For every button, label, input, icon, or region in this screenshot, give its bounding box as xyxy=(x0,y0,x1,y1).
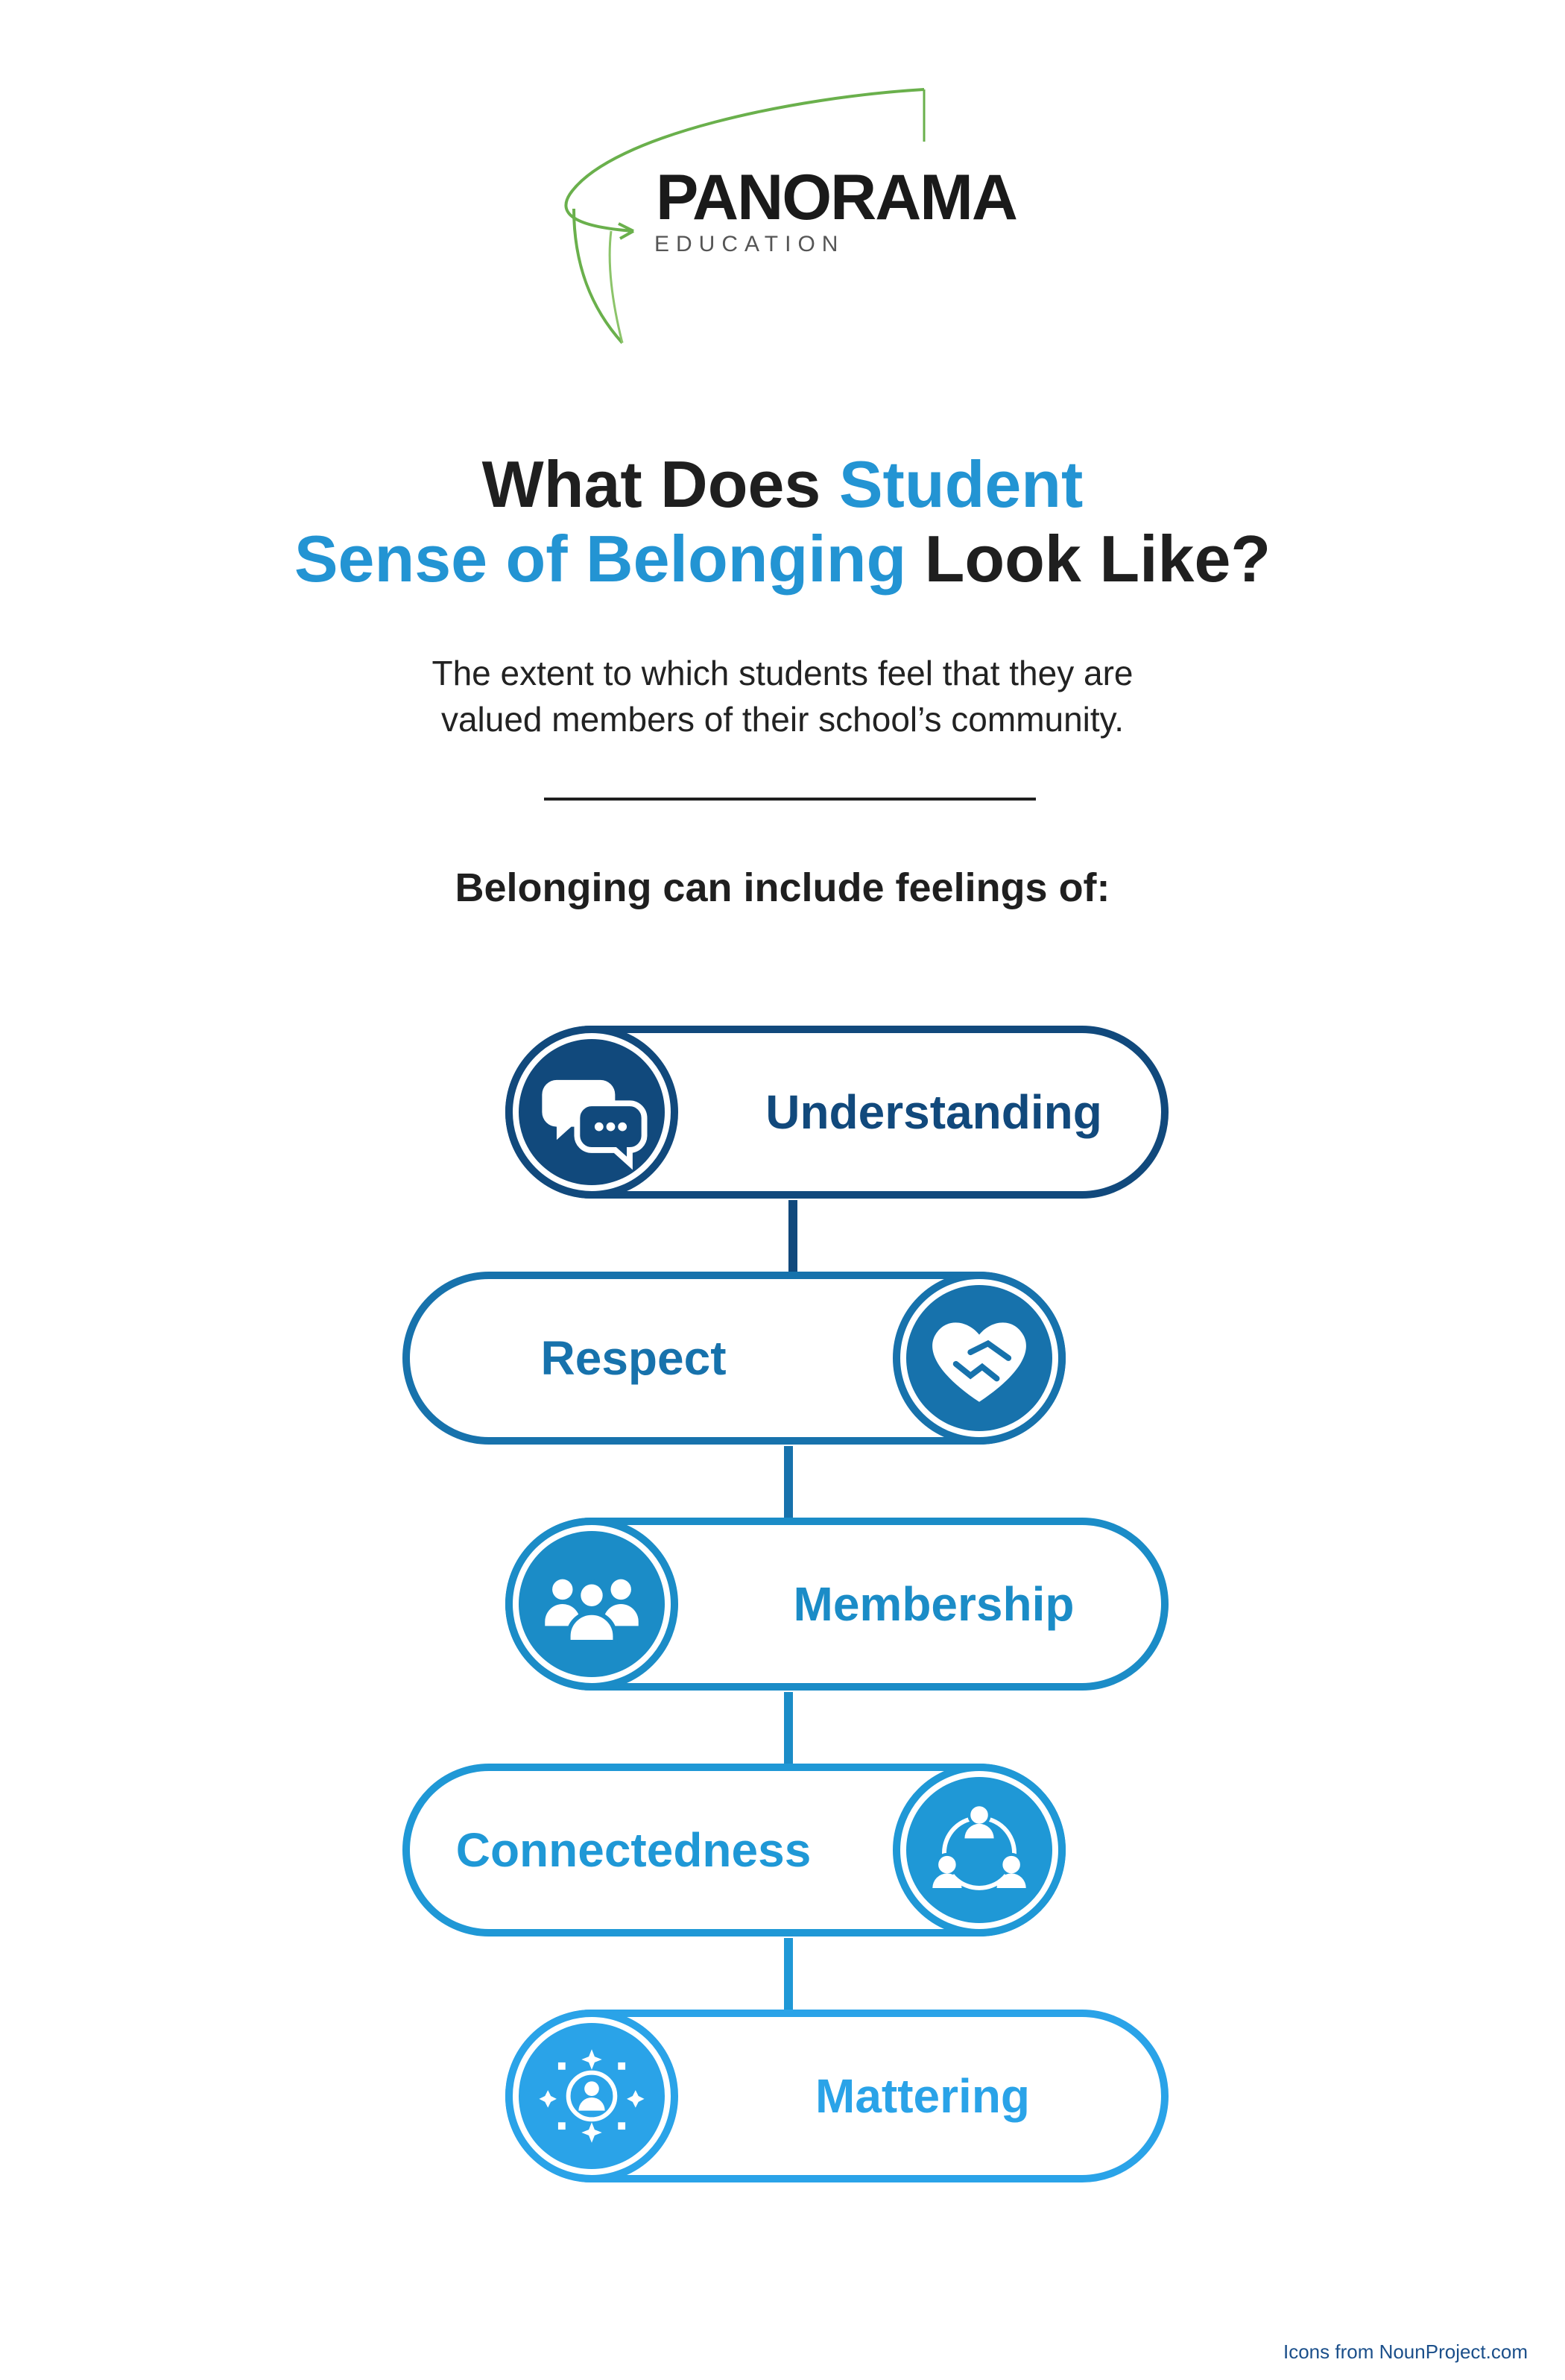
step-label: Connectedness xyxy=(455,1823,812,1877)
step-label: Understanding xyxy=(765,1085,1102,1139)
connector-4 xyxy=(784,1938,793,2020)
connector-1 xyxy=(788,1200,797,1282)
title-part-dark-1: What Does xyxy=(481,447,839,521)
lead-text: Belonging can include feelings of: xyxy=(455,865,1110,910)
step-mattering xyxy=(505,2010,1169,2182)
subtitle-line-2: valued members of their school’s community. xyxy=(440,700,1125,739)
title-part-dark-2: Look Like? xyxy=(906,522,1271,596)
connector-2 xyxy=(784,1446,793,1528)
brand-subtitle: EDUCATION xyxy=(654,232,845,256)
heart-handshake-icon xyxy=(906,1285,1052,1431)
step-icon-circle xyxy=(893,1272,1066,1445)
subtitle xyxy=(298,650,1267,742)
chat-bubbles-icon xyxy=(519,1039,665,1185)
page-title xyxy=(0,447,1565,596)
group-people-icon xyxy=(519,1531,665,1677)
step-icon-circle xyxy=(505,1026,678,1199)
step-icon-circle xyxy=(505,2010,678,2182)
step-understanding xyxy=(505,1026,1169,1199)
title-part-accent-2: Sense of Belonging xyxy=(294,522,907,596)
panorama-logo xyxy=(551,82,1028,365)
step-icon-circle xyxy=(893,1764,1066,1936)
step-label: Membership xyxy=(793,1577,1075,1631)
step-label: Mattering xyxy=(815,2069,1030,2123)
subtitle-line-1: The extent to which students feel that they are xyxy=(431,654,1134,692)
connected-people-icon xyxy=(906,1777,1052,1923)
connector-3 xyxy=(784,1692,793,1774)
step-icon-circle xyxy=(505,1518,678,1691)
icon-credit: Icons from NounProject.com xyxy=(1283,2340,1528,2363)
person-sparkles-icon xyxy=(519,2023,665,2169)
step-label: Respect xyxy=(540,1331,727,1385)
title-part-accent-1: Student xyxy=(838,447,1084,521)
divider xyxy=(544,798,1036,801)
step-membership xyxy=(505,1518,1169,1691)
step-connectedness xyxy=(402,1764,1066,1936)
step-respect xyxy=(402,1272,1066,1445)
brand-name: PANORAMA xyxy=(656,162,1017,233)
